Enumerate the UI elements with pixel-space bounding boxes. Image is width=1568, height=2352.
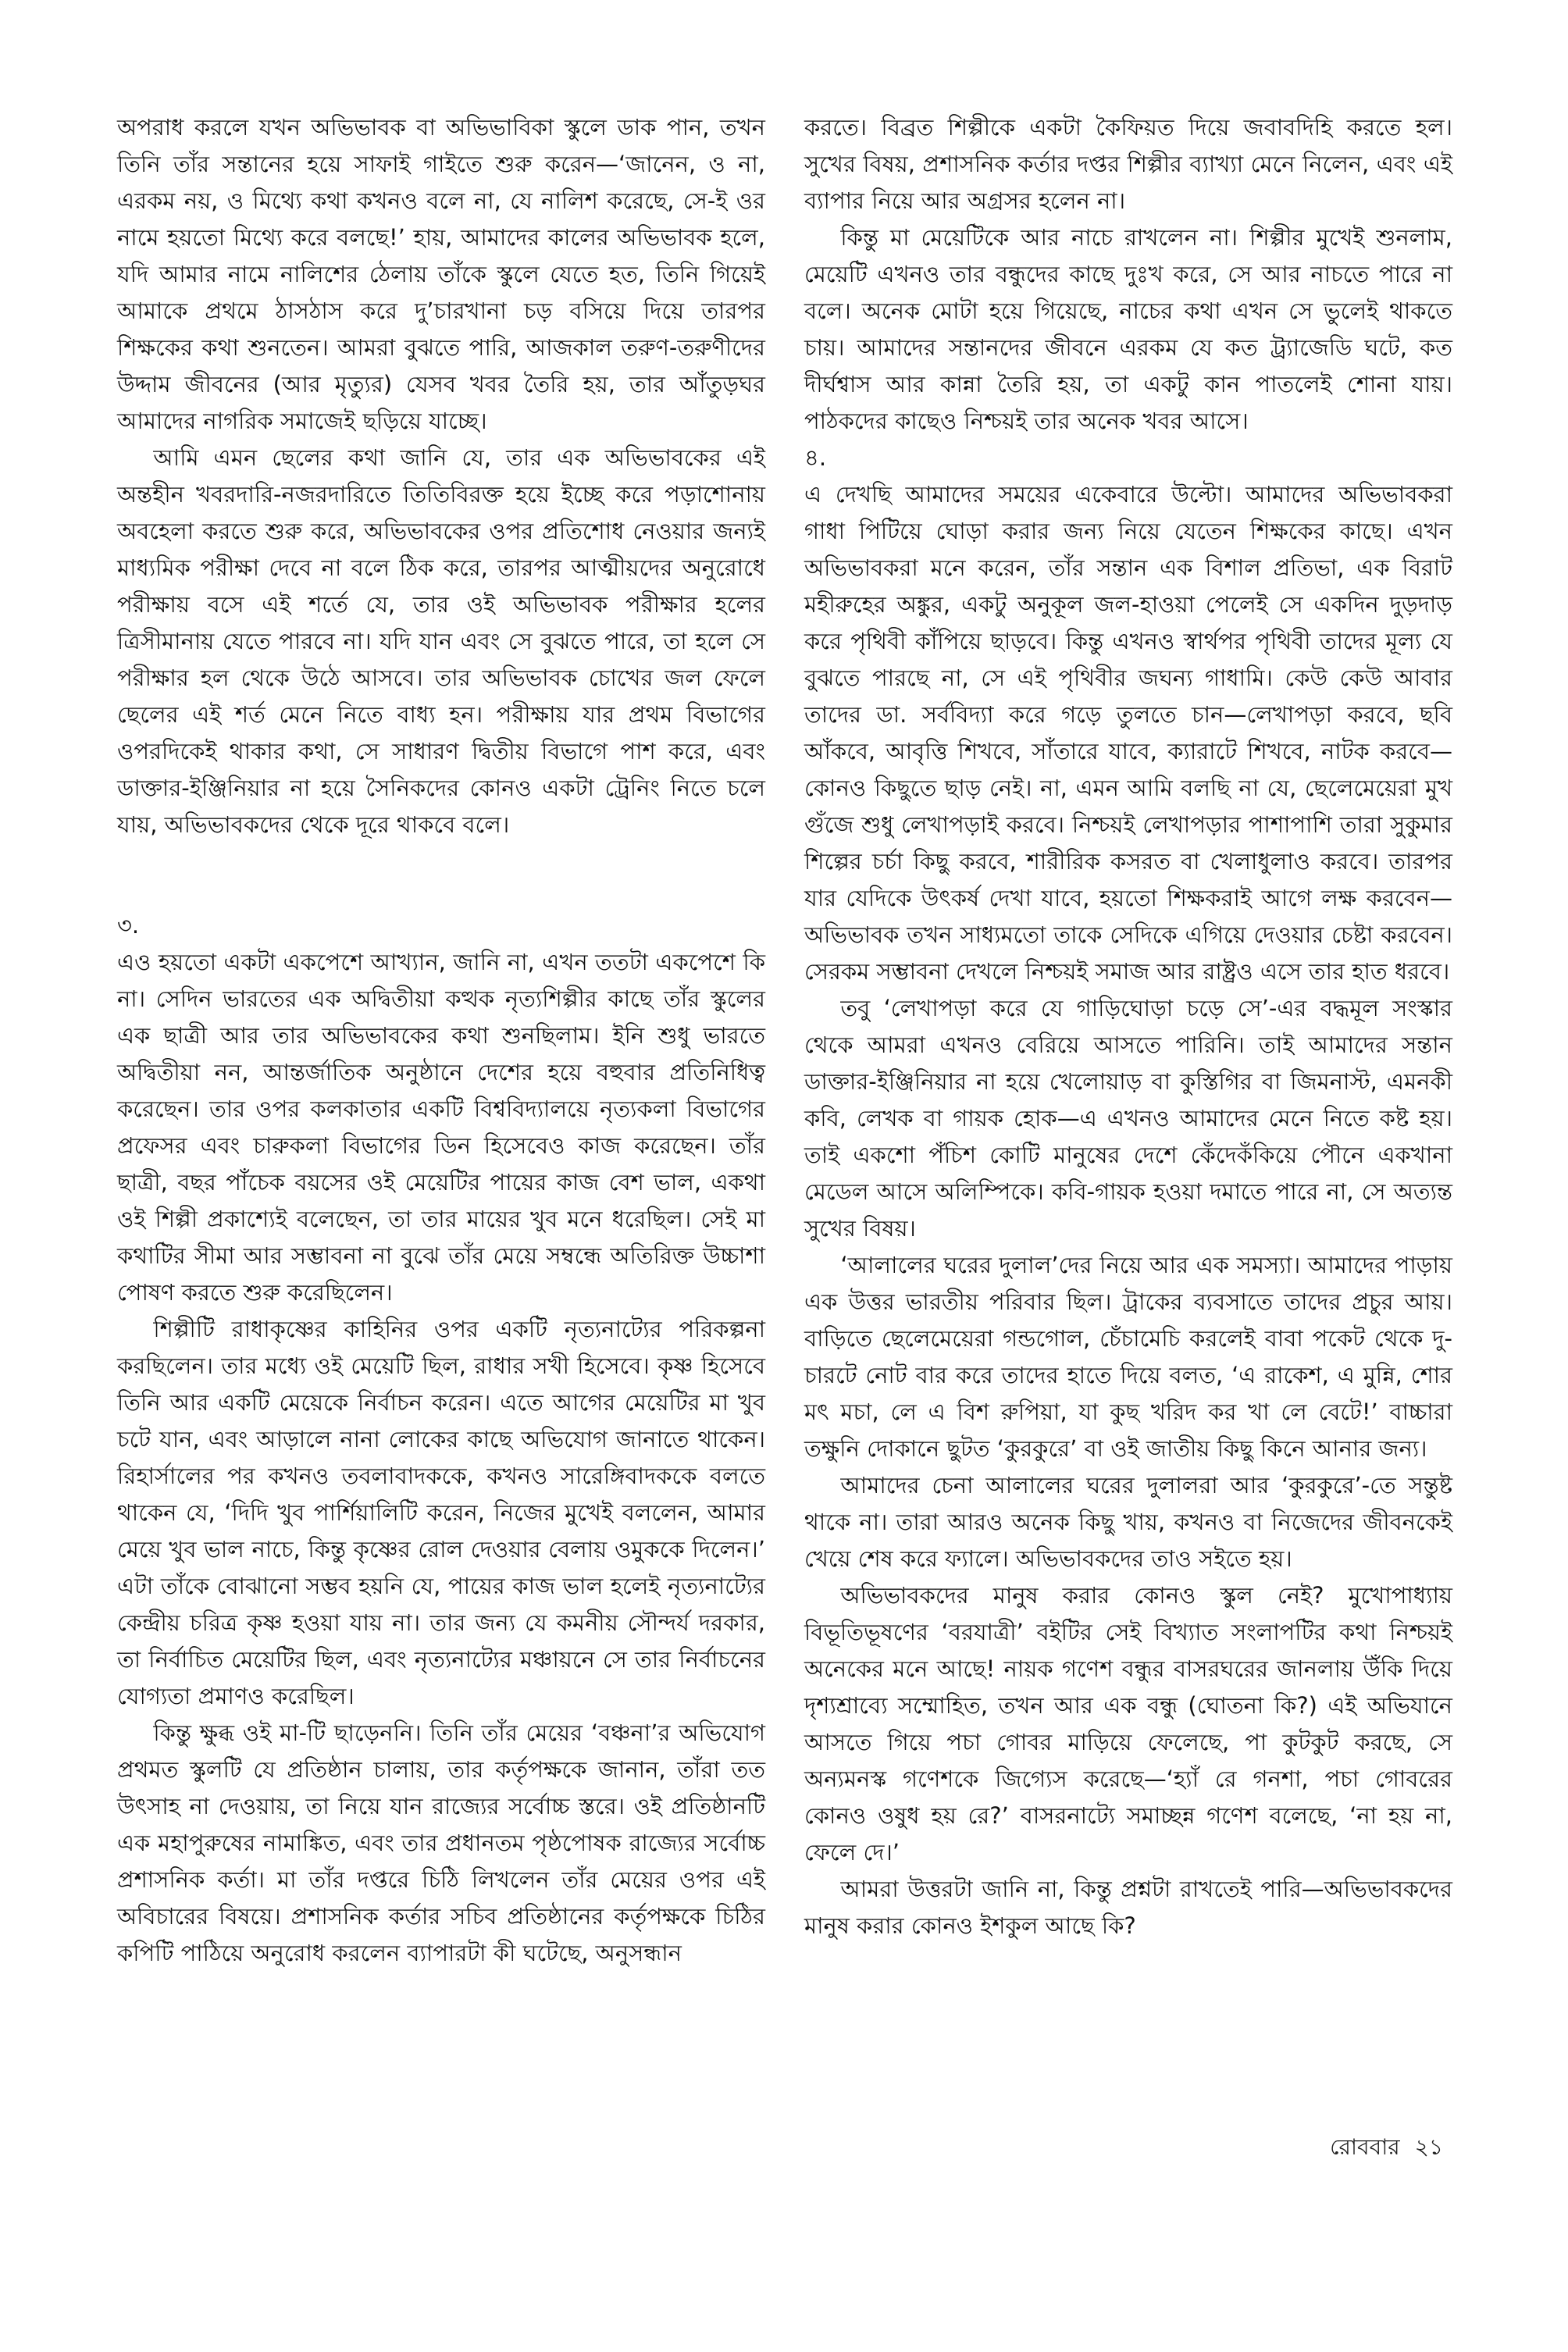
article-paragraph: আমাদের চেনা আলালের ঘরের দুলালরা আর ‘কুরকুরে’-তে সন্তুষ্ট থাকে না। তারা আরও অনেক কিছু খায়, কখনও বা নিজেদের জীবনকেই খেয়ে শেষ করে ফ্যালে। অভিভাবকদের তাও সইতে হয়। (804, 1472, 1452, 1572)
right-column (804, 109, 1452, 1944)
magazine-name: রোববার (1330, 2134, 1400, 2160)
article-paragraph: কিন্তু মা মেয়েটিকে আর নাচে রাখলেন না। শিল্পীর মুখেই শুনলাম, মেয়েটি এখনও তার বন্ধুদের কাছে দুঃখ করে, সে আর নাচতে পারে না বলে। অনেক মোটা হয়ে গিয়েছে, নাচের কথা এখন সে ভুলেই থাকতে চায়। আমাদের সন্তানদের জীবনে এরকম যে কত ট্র্যাজেডি ঘটে, কত দীর্ঘশ্বাস আর কান্না তৈরি হয়, তা একটু কান পাতলেই শোনা যায়। পাঠকদের কাছেও নিশ্চয়ই তার অনেক খবর আসে। (804, 224, 1452, 434)
article-paragraph: এও হয়তো একটা একপেশে আখ্যান, জানি না, এখন ততটা একপেশে কি না। সেদিন ভারতের এক অদ্বিতীয়া কত্থক নৃত্যশিল্পীর কাছে তাঁর স্কুলের এক ছাত্রী আর তার অভিভাবকের কথা শুনছিলাম। ইনি শুধু ভারতে অদ্বিতীয়া নন, আন্তর্জাতিক অনুষ্ঠানে দেশের হয়ে বহুবার প্রতিনিধিত্ব করেছেন। তার ওপর কলকাতার একটি বিশ্ববিদ্যালয়ে নৃত্যকলা বিভাগের প্রফেসর এবং চারুকলা বিভাগের ডিন হিসেবেও কাজ করেছেন। তাঁর ছাত্রী, বছর পাঁচেক বয়সের ওই মেয়েটির পায়ের কাজ বেশ ভাল, একথা ওই শিল্পী প্রকাশ্যেই বলেছেন, তা তার মায়ের খুব মনে ধরেছিল। সেই মা কথাটির সীমা আর সম্ভাবনা না বুঝে তাঁর মেয়ে সম্বন্ধে অতিরিক্ত উচ্চাশা পোষণ করতে শুরু করেছিলেন। (117, 949, 765, 1306)
article-paragraph: অপরাধ করলে যখন অভিভাবক বা অভিভাবিকা স্কুলে ডাক পান, তখন তিনি তাঁর সন্তানের হয়ে সাফাই গাইতে শুরু করেন—‘জানেন, ও না, এরকম নয়, ও মিথ্যে কথা কখনও বলে না, যে নালিশ করেছে, সে-ই ওর নামে হয়তো মিথ্যে করে বলছে!’ হায়, আমাদের কালের অভিভাবক হলে, যদি আমার নামে নালিশের ঠেলায় তাঁকে স্কুলে যেতে হত, তিনি গিয়েই আমাকে প্রথমে ঠাসঠাস করে দু’চারখানা চড় বসিয়ে দিয়ে তারপর শিক্ষকের কথা শুনতেন। আমরা বুঝতে পারি, আজকাল তরুণ-তরুণীদের উদ্দাম জীবনের (আর মৃত্যুর) যেসব খবর তৈরি হয়, তার আঁতুড়ঘর আমাদের নাগরিক সমাজেই ছড়িয়ে যাচ্ছে। (117, 114, 765, 434)
section-spacer (117, 843, 765, 907)
article-paragraph: তবু ‘লেখাপড়া করে যে গাড়িঘোড়া চড়ে সে’-এর বদ্ধমূল সংস্কার থেকে আমরা এখনও বেরিয়ে আসতে পারিনি। তাই আমাদের সন্তান ডাক্তার-ইঞ্জিনিয়ার না হয়ে খেলোয়াড় বা কুস্তিগির বা জিমনাস্ট, এমনকী কবি, লেখক বা গায়ক হোক—এ এখনও আমাদের মেনে নিতে কষ্ট হয়। তাই একশো পঁচিশ কোটি মানুষের দেশে কেঁদেকঁকিয়ে পৌনে একখানা মেডেল আসে অলিম্পিকে। কবি-গায়ক হওয়া দমাতে পারে না, সে অত্যন্ত সুখের বিষয়। (804, 995, 1452, 1242)
page-number: ২১ (1414, 2134, 1443, 2160)
article-paragraph: ‘আলালের ঘরের দুলাল’দের নিয়ে আর এক সমস্যা। আমাদের পাড়ায় এক উত্তর ভারতীয় পরিবার ছিল। ট্রাকের ব্যবসাতে তাদের প্রচুর আয়। বাড়িতে ছেলেমেয়েরা গন্ডগোল, চেঁচামেচি করলেই বাবা পকেট থেকে দু-চারটে নোট বার করে তাদের হাতে দিয়ে বলত, ‘এ রাকেশ, এ মুন্নি, শোর মৎ মচা, লে এ বিশ রুপিয়া, যা কুছ খরিদ কর খা লে বেটে!’ বাচ্চারা তক্ষুনি দোকানে ছুটত ‘কুরকুরে’ বা ওই জাতীয় কিছু কিনে আনার জন্য। (804, 1252, 1452, 1462)
article-paragraph: অভিভাবকদের মানুষ করার কোনও স্কুল নেই? মুখোপাধ্যায় বিভূতিভূষণের ‘বরযাত্রী’ বইটির সেই বিখ্যাত সংলাপটির কথা নিশ্চয়ই অনেকের মনে আছে! নায়ক গণেশ বন্ধুর বাসরঘরের জানলায় উঁকি দিয়ে দৃশ্যশ্রাব্যে সম্মোহিত, তখন আর এক বন্ধু (ঘোতনা কি?) এই অভিযানে আসতে গিয়ে পচা গোবর মাড়িয়ে ফেলেছে, পা কুটকুট করছে, সে অন্যমনস্ক গণেশকে জিগ্যেস করেছে—‘হ্যাঁ রে গনশা, পচা গোবরের কোনও ওষুধ হয় রে?’ বাসরনাট্যে সমাচ্ছন্ন গণেশ বলেছে, ‘না হয় না, ফেলে দে।’ (804, 1582, 1452, 1866)
article-paragraph: করতে। বিব্রত শিল্পীকে একটা কৈফিয়ত দিয়ে জবাবদিহি করতে হল। সুখের বিষয়, প্রশাসনিক কর্তার দপ্তর শিল্পীর ব্যাখ্যা মেনে নিলেন, এবং এই ব্যাপার নিয়ে আর অগ্রসর হলেন না। (804, 114, 1452, 214)
section-number: ৩. (117, 912, 140, 939)
page-footer (1322, 2130, 1443, 2167)
article-paragraph: এ দেখছি আমাদের সময়ের একেবারে উল্টো। আমাদের অভিভাবকরা গাধা পিটিয়ে ঘোড়া করার জন্য নিয়ে যেতেন শিক্ষকের কাছে। এখন অভিভাবকরা মনে করেন, তাঁর সন্তান এক বিশাল প্রতিভা, এক বিরাট মহীরুহের অঙ্কুর, একটু অনুকূল জল-হাওয়া পেলেই সে একদিন দুড়দাড় করে পৃথিবী কাঁপিয়ে ছাড়বে। কিন্তু এখনও স্বার্থপর পৃথিবী তাদের মূল্য যে বুঝতে পারছে না, সে এই পৃথিবীর জঘন্য গাধামি। কেউ কেউ আবার তাদের ডা. সর্ববিদ্যা করে গড়ে তুলতে চান—লেখাপড়া করবে, ছবি আঁকবে, আবৃত্তি শিখবে, সাঁতারে যাবে, ক্যারাটে শিখবে, নাটক করবে—কোনও কিছুতে ছাড় নেই। না, এমন আমি বলছি না যে, ছেলেমেয়েরা মুখ গুঁজে শুধু লেখাপড়াই করবে। নিশ্চয়ই লেখাপড়ার পাশাপাশি তারা সুকুমার শিল্পের চর্চা কিছু করবে, শারীরিক কসরত বা খেলাধুলাও করবে। তারপর যার যেদিকে উৎকর্ষ দেখা যাবে, হয়তো শিক্ষকরাই আগে লক্ষ করবেন—অভিভাবক তখন সাধ্যমতো তাকে সেদিকে এগিয়ে দেওয়ার চেষ্টা করবেন। সেরকম সম্ভাবনা দেখলে নিশ্চয়ই সমাজ আর রাষ্ট্রও এসে তার হাত ধরবে। (804, 481, 1452, 985)
left-column (117, 109, 765, 1972)
section-number: ৪. (804, 444, 827, 471)
article-paragraph: কিন্তু ক্ষুব্ধ ওই মা-টি ছাড়েননি। তিনি তাঁর মেয়ের ‘বঞ্চনা’র অভিযোগ প্রথমত স্কুলটি যে প্রতিষ্ঠান চালায়, তার কর্তৃপক্ষকে জানান, তাঁরা তত উৎসাহ না দেওয়ায়, তা নিয়ে যান রাজ্যের সর্বোচ্চ স্তরে। ওই প্রতিষ্ঠানটি এক মহাপুরুষের নামাঙ্কিত, এবং তার প্রধানতম পৃষ্ঠপোষক রাজ্যের সর্বোচ্চ প্রশাসনিক কর্তা। মা তাঁর দপ্তরে চিঠি লিখলেন তাঁর মেয়ের ওপর এই অবিচারের বিষয়ে। প্রশাসনিক কর্তার সচিব প্রতিষ্ঠানের কর্তৃপক্ষকে চিঠির কপিটি পাঠিয়ে অনুরোধ করলেন ব্যাপারটা কী ঘটেছে, অনুসন্ধান (117, 1719, 765, 1966)
article-paragraph: আমি এমন ছেলের কথা জানি যে, তার এক অভিভাবকের এই অন্তহীন খবরদারি-নজরদারিতে তিতিবিরক্ত হয়ে ইচ্ছে করে পড়াশোনায় অবহেলা করতে শুরু করে, অভিভাবকের ওপর প্রতিশোধ নেওয়ার জন্যই মাধ্যমিক পরীক্ষা দেবে না বলে ঠিক করে, তারপর আত্মীয়দের অনুরোধে পরীক্ষায় বসে এই শর্তে যে, তার ওই অভিভাবক পরীক্ষার হলের ত্রিসীমানায় যেতে পারবে না। যদি যান এবং সে বুঝতে পারে, তা হলে সে পরীক্ষার হল থেকে উঠে আসবে। তার অভিভাবক চোখের জল ফেলে ছেলের এই শর্ত মেনে নিতে বাধ্য হন। পরীক্ষায় যার প্রথম বিভাগের ওপরদিকেই থাকার কথা, সে সাধারণ দ্বিতীয় বিভাগে পাশ করে, এবং ডাক্তার-ইঞ্জিনিয়ার না হয়ে সৈনিকদের কোনও একটা ট্রেনিং নিতে চলে যায়, অভিভাবকদের থেকে দূরে থাকবে বলে। (117, 444, 765, 838)
article-paragraph: শিল্পীটি রাধাকৃষ্ণের কাহিনির ওপর একটি নৃত্যনাট্যের পরিকল্পনা করছিলেন। তার মধ্যে ওই মেয়েটি ছিল, রাধার সখী হিসেবে। কৃষ্ণ হিসেবে তিনি আর একটি মেয়েকে নির্বাচন করেন। এতে আগের মেয়েটির মা খুব চটে যান, এবং আড়ালে নানা লোকের কাছে অভিযোগ জানাতে থাকেন। রিহার্সালের পর কখনও তবলাবাদককে, কখনও সারেঙ্গিবাদককে বলতে থাকেন যে, ‘দিদি খুব পার্শিয়ালিটি করেন, নিজের মুখেই বললেন, আমার মেয়ে খুব ভাল নাচে, কিন্তু কৃষ্ণের রোল দেওয়ার বেলায় ওমুককে দিলেন।’ এটা তাঁকে বোঝানো সম্ভব হয়নি যে, পায়ের কাজ ভাল হলেই নৃত্যনাট্যের কেন্দ্রীয় চরিত্র কৃষ্ণ হওয়া যায় না। তার জন্য যে কমনীয় সৌন্দর্য দরকার, তা নির্বাচিত মেয়েটির ছিল, এবং নৃত্যনাট্যের মঞ্চায়নে সে তার নির্বাচনের যোগ্যতা প্রমাণও করেছিল। (117, 1316, 765, 1709)
article-paragraph: আমরা উত্তরটা জানি না, কিন্তু প্রশ্নটা রাখতেই পারি—অভিভাবকদের মানুষ করার কোনও ইশকুল আছে কি? (804, 1876, 1452, 1939)
